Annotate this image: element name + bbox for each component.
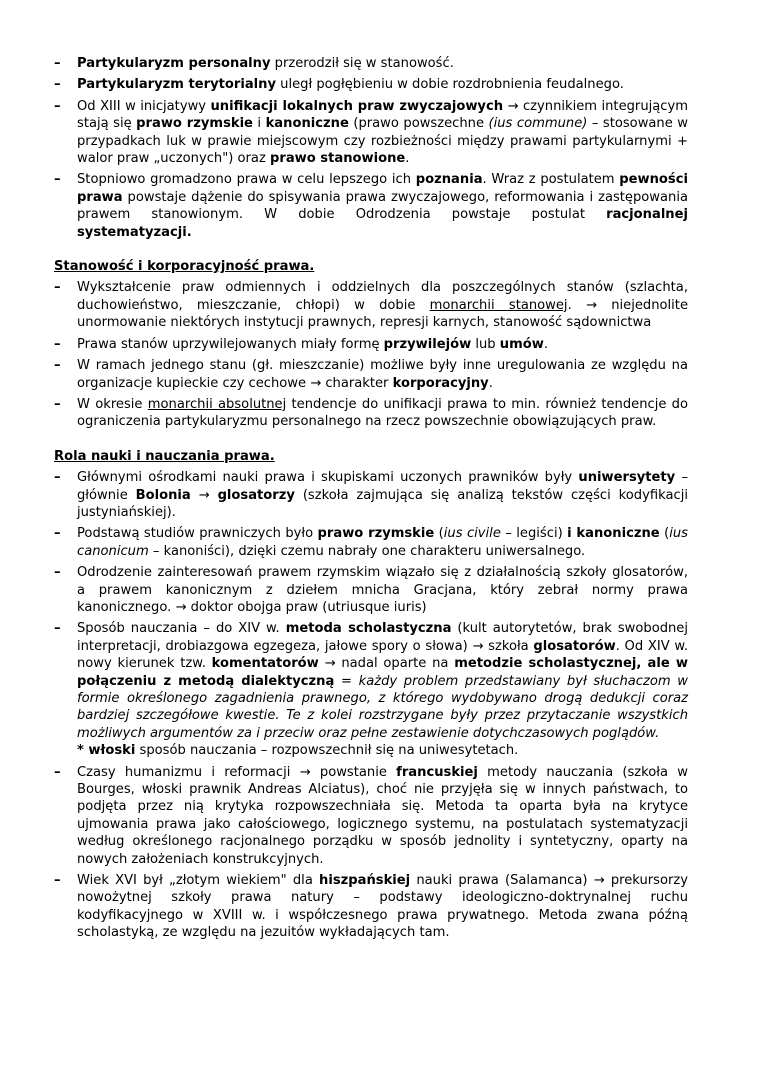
dash-bullet: – <box>54 621 61 637</box>
italic-term: ius civile <box>443 526 501 542</box>
bold-term: prawo stanowione <box>269 151 406 167</box>
bold-term: glosatorzy <box>217 487 295 503</box>
bold-term: unifikacji lokalnych praw zwyczajowych <box>210 98 504 114</box>
underlined-term: monarchii stanowej <box>429 297 568 313</box>
bold-term: prawo rzymskie <box>317 526 435 542</box>
dash-bullet: – <box>54 77 61 93</box>
bold-term: Partykularyzm personalny <box>77 56 271 71</box>
list-item: – W okresie monarchii absolutnej tendencje do unifikacji prawa to min. również tendencje do ograniczenia partykularyzmu personalnego na rzecz powszechnie obowiązujących praw. <box>54 396 689 430</box>
bold-term: Bolonia <box>135 487 191 503</box>
list-item: – Podstawą studiów prawniczych było prawo rzymskie (ius civile – legiści) i kanoniczne (ius canonicum – kanoniści), dzięki czemu nabrały one charakteru uniwersalnego. <box>54 526 688 559</box>
dash-bullet: – <box>54 172 61 188</box>
note-line: * włoski sposób nauczania – rozpowszechnił się na uniwesytetach. <box>77 743 519 759</box>
list-item: – Wykształcenie praw odmiennych i oddzielnych dla poszczególnych stanów (szlachta, duchowieństwo, mieszczanie, chłopi) w dobie monarchii stanowej. → niejednolite unormowanie niektórych instytucji prawnych, represji karnych, stanowość sądownictwa <box>54 280 688 331</box>
list-item: – Prawa stanów uprzywilejowanych miały formę przywilejów lub umów. <box>54 336 549 352</box>
bold-term: racjonalnej systematyzacji. <box>77 207 688 240</box>
list-item: – Głównymi ośrodkami nauki prawa i skupiskami uczonych prawników były uniwersytety – głównie Bolonia → glosatorzy (szkoła zajmująca się analizą tekstów części kodyfikacji justyniańskiej). <box>54 470 688 520</box>
dash-bullet: – <box>54 280 61 296</box>
dash-bullet: – <box>54 565 61 581</box>
italic-term: każdy problem przedstawiany był słuchaczom w formie określonego zagadnienia prawnego, z którego wydobywano drogą dedukcji coraz bardziej szczegółowe kwestie. Te z kolei rozstrzygane były przez przytaczanie wszystkich możliwych argumentów za i przeciw oraz pełne zestawienie dotychczasowych poglądów. <box>77 673 688 741</box>
list-item: – Odrodzenie zainteresowań prawem rzymskim wiązało się z działalnością szkoły glosatorów, a prawem kanonicznym z dziełem mnicha Gracjana, który zebrał normy prawa kanonicznego. → doktor obojga praw (utriusque iuris) <box>54 565 688 615</box>
dash-bullet: – <box>54 764 61 780</box>
stanowosc-list <box>54 279 688 430</box>
bold-term: kanoniczne <box>265 116 349 132</box>
arrow-icon: → <box>299 764 311 780</box>
list-item: – Sposób nauczania – do XIV w. metoda scholastyczna (kult autorytetów, brak swobodnej interpretacji, drobiazgowa egzegeza, jałowe spory o słowa) → szkoła glosatorów. Od XIV w. nowy kierunek tzw. komentatorów → nadal oparte na metodzie scholastycznej, ale w połączeniu z metodą dialektyczną = każdy problem przedstawiany był słuchaczom w formie określonego zagadnienia prawnego, z którego wydobywano drogą dedukcji coraz bardziej szczegółowe kwestie. Te z kolei rozstrzygane były przez przytaczanie wszystkich możliwych argumentów za i przeciw oraz pełne zestawienie dotychczasowych poglądów. * włoski sposób nauczania – rozpowszechnił się na uniwesytetach. <box>54 621 689 759</box>
bold-term: metodzie scholastycznej, ale w połączeniu z metodą dialektyczną <box>77 656 688 689</box>
arrow-icon: → <box>593 873 605 889</box>
bold-term: komentatorów <box>211 656 319 672</box>
list-item: – Wiek XVI był „złotym wiekiem" dla hiszpańskiej nauki prawa (Salamanca) → prekursorzy nowożytnej szkoły prawa natury – podstawy ideologiczno-doktrynalnej ruchu kodyfikacyjnego w XVIII w. i współczesnego prawa prywatnego. Metoda zwana późną scholastyką, ze względu na jezuitów wykładających tam. <box>54 873 688 941</box>
dash-bullet: – <box>54 98 61 114</box>
dash-bullet: – <box>54 336 61 352</box>
arrow-icon: → <box>472 638 484 654</box>
dash-bullet: – <box>54 396 61 412</box>
list-item: – Partykularyzm terytorialny uległ pogłębieniu w dobie rozdrobnienia feudalnego. <box>54 77 624 93</box>
italic-term: ius canonicum <box>77 526 688 559</box>
bold-term: metoda scholastyczna <box>285 621 452 637</box>
bold-term: przywilejów <box>383 336 472 352</box>
arrow-icon: → <box>324 656 336 672</box>
arrow-icon: → <box>507 98 519 114</box>
arrow-icon: → <box>198 487 210 503</box>
bold-term: * włoski <box>77 743 136 759</box>
section-heading: Stanowość i korporacyjność prawa. <box>54 259 315 275</box>
arrow-icon: → <box>175 599 187 615</box>
bold-term: francuskiej <box>396 764 478 780</box>
bold-term: prawo rzymskie <box>136 116 253 132</box>
bold-term: pewności prawa <box>77 172 688 205</box>
dash-bullet: – <box>54 56 61 71</box>
list-item: – W ramach jednego stanu (gł. mieszczanie) możliwe były inne uregulowania ze względu na organizacje kupieckie czy cechowe → charakter korporacyjny. <box>54 358 688 391</box>
bold-term: uniwersytety <box>578 470 676 486</box>
arrow-icon: → <box>585 297 597 313</box>
italic-term: (ius commune) <box>488 116 588 132</box>
dash-bullet: – <box>54 470 61 486</box>
dash-bullet: – <box>54 358 61 374</box>
list-item: – Partykularyzm personalny przerodził się w stanowość. <box>54 56 454 71</box>
list-item: – Czasy humanizmu i reformacji → powstanie francuskiej metody nauczania (szkoła w Bourges, włoski prawnik Andreas Alciatus), choć nie przyjęła się w innych państwach, to podjęta przez nią krytyka rozpowszechniała się. Metoda ta oparta była na krytyce ujmowania prawa jako całościowego, logicznego systemu, na postulatach systematyzacji według określonego racjonalnego porządku w sposób jednolity i syntetyczny, oparty na nowych założeniach konstrukcyjnych. <box>54 764 688 867</box>
dash-bullet: – <box>54 526 61 542</box>
document-body <box>54 55 688 946</box>
nauka-list <box>54 469 688 942</box>
list-item: – Stopniowo gromadzono prawa w celu lepszego ich poznania. Wraz z postulatem pewności prawa powstaje dążenie do spisywania prawa zwyczajowego, reformowania i zastępowania prawem stanowionym. W dobie Odrodzenia powstaje postulat racjonalnej systematyzacji. <box>54 172 688 240</box>
list-item: – Od XIII w inicjatywy unifikacji lokalnych praw zwyczajowych → czynnikiem integrującym stają się prawo rzymskie i kanoniczne (prawo powszechne (ius commune) – stosowane w przypadkach luk w prawie miejscowym czy rozbieżności między prawami partykularnymi + walor praw „uczonych") oraz prawo stanowione. <box>54 98 688 167</box>
intro-list <box>54 55 688 241</box>
bold-term: korporacyjny <box>392 375 489 391</box>
bold-term: glosatorów <box>533 638 616 654</box>
underlined-term: monarchii absolutnej <box>147 396 287 412</box>
arrow-icon: → <box>310 375 322 391</box>
bold-term: poznania <box>415 172 483 188</box>
bold-term: hiszpańskiej <box>319 873 411 889</box>
bold-term: i kanoniczne <box>567 526 660 542</box>
dash-bullet: – <box>54 873 61 889</box>
section-heading: Rola nauki i nauczania prawa. <box>54 448 275 464</box>
bold-term: umów <box>499 336 544 352</box>
bold-term: Partykularyzm terytorialny <box>77 77 277 93</box>
